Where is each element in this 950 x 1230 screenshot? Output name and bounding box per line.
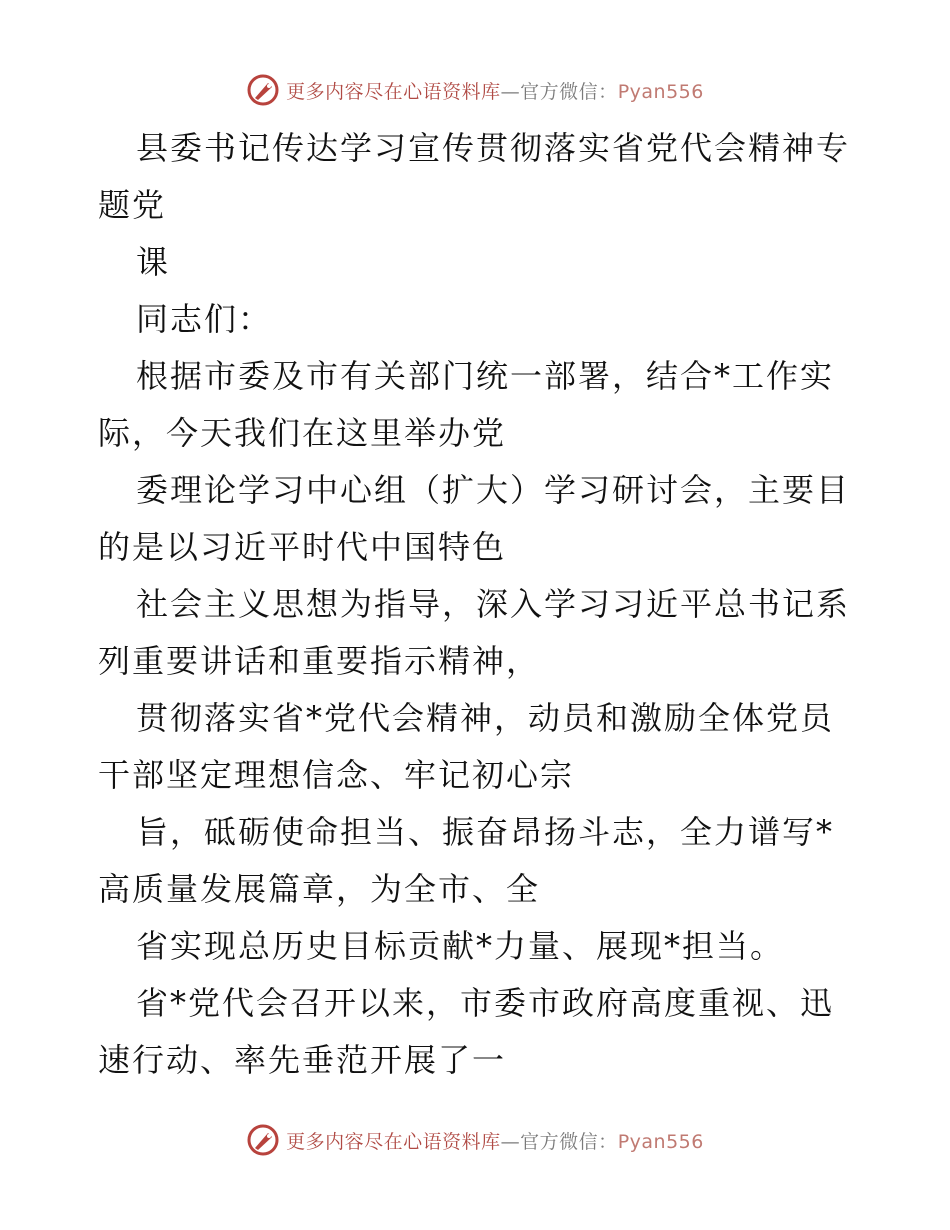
paragraph-line: 速行动、率先垂范开展了一 [98,1041,507,1079]
paragraph-line: 的是以习近平时代中国特色 [98,528,507,566]
title-line-3: 课 [136,243,171,281]
title-line-2: 题党 [98,186,167,224]
paragraph-line: 列重要讲话和重要指示精神， [98,642,541,680]
pen-nib-logo-icon [246,73,280,107]
footer-banner [0,1120,950,1160]
document-body [98,120,858,1089]
title-line-1: 县委书记传达学习宣传贯彻落实省党代会精神专 [136,129,851,167]
paragraph-line: 旨，砥砺使命担当、振奋昂扬斗志，全力谱写* [136,813,835,851]
paragraph-line: 委理论学习中心组（扩大）学习研讨会，主要目 [136,471,851,509]
paragraph-line: 际，今天我们在这里举办党 [98,414,507,452]
paragraph-line: 干部坚定理想信念、牢记初心宗 [98,756,575,794]
header-banner [0,70,950,110]
pen-nib-logo-icon [246,1123,280,1157]
banner-wechat-label: 官方微信： [520,80,618,103]
banner-separator: — [500,80,521,103]
paragraph-line: 高质量发展篇章，为全市、全 [98,870,541,908]
paragraph-line: 省实现总历史目标贡献*力量、展现*担当。 [136,927,785,965]
paragraph-line: 贯彻落实省*党代会精神，动员和激励全体党员 [136,699,835,737]
banner-text [286,1127,704,1154]
banner-wechat-id: Pyan556 [617,1130,704,1153]
banner-site-name: 更多内容尽在心语资料库 [286,80,501,103]
paragraph-line: 社会主义思想为指导，深入学习习近平总书记系 [136,585,851,623]
banner-wechat-id: Pyan556 [617,80,704,103]
banner-separator: — [500,1130,521,1153]
salutation: 同志们： [136,300,273,338]
paragraph-line: 根据市委及市有关部门统一部署，结合*工作实 [136,357,835,395]
paragraph-line: 省*党代会召开以来，市委市政府高度重视、迅 [136,984,835,1022]
banner-wechat-label: 官方微信： [520,1130,618,1153]
banner-text [286,77,704,104]
banner-site-name: 更多内容尽在心语资料库 [286,1130,501,1153]
